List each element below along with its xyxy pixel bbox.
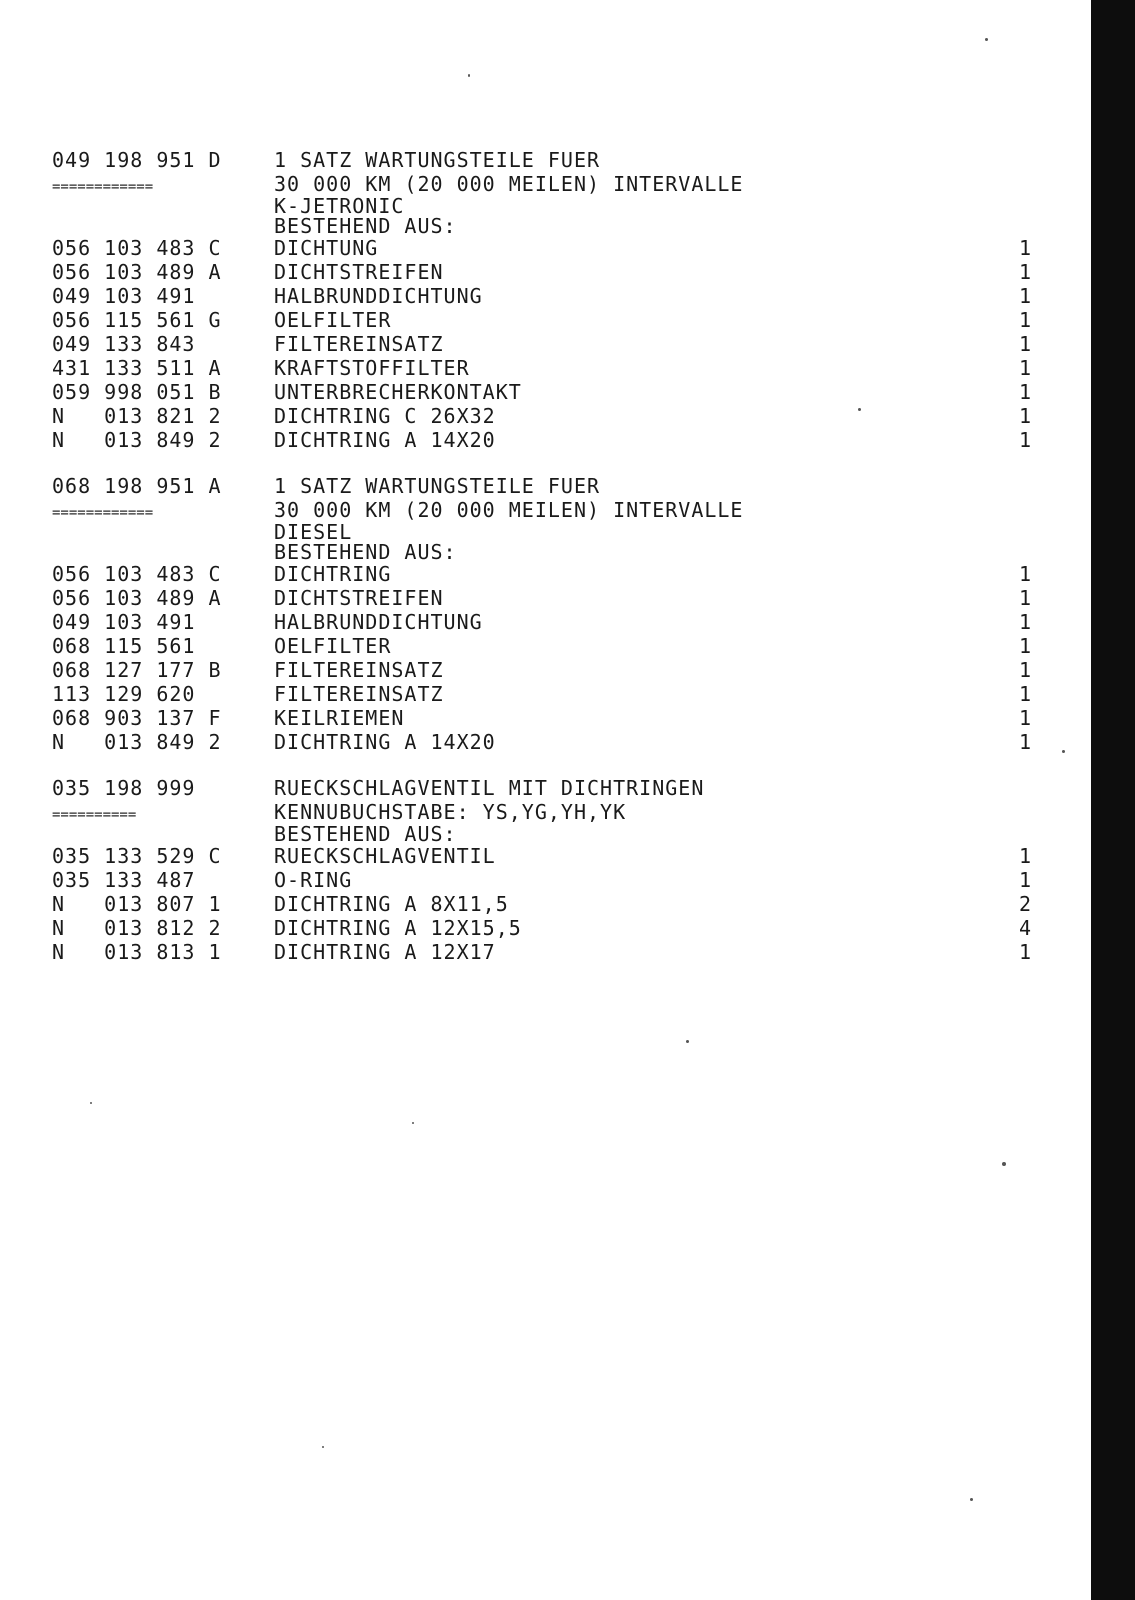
group-subtitle-row bbox=[52, 216, 1032, 236]
table-row bbox=[52, 868, 1032, 892]
table-row bbox=[52, 236, 1032, 260]
table-row bbox=[52, 844, 1032, 868]
item-part-number: 049 103 491 bbox=[52, 610, 196, 634]
group-subtitle: BESTEHEND AUS: bbox=[274, 822, 457, 846]
item-quantity: 1 bbox=[1018, 658, 1032, 682]
item-part-number: N 013 807 1 bbox=[52, 892, 222, 916]
group-title: 1 SATZ WARTUNGSTEILE FUER bbox=[274, 474, 601, 498]
item-description: DICHTSTREIFEN bbox=[274, 260, 444, 284]
table-row bbox=[52, 916, 1032, 940]
item-quantity: 1 bbox=[1018, 308, 1032, 332]
group-rule: ========== bbox=[52, 807, 137, 823]
scan-speck bbox=[985, 38, 988, 41]
scan-speck bbox=[412, 1122, 414, 1124]
item-description: FILTEREINSATZ bbox=[274, 682, 444, 706]
item-part-number: N 013 849 2 bbox=[52, 428, 222, 452]
group-subtitle-row bbox=[52, 522, 1032, 542]
group-subtitle: BESTEHEND AUS: bbox=[274, 214, 457, 238]
item-quantity: 1 bbox=[1018, 868, 1032, 892]
table-row bbox=[52, 428, 1032, 452]
scan-speck bbox=[468, 74, 470, 77]
group-subtitle: 30 000 KM (20 000 MEILEN) INTERVALLE bbox=[274, 498, 744, 522]
item-description: DICHTRING A 14X20 bbox=[274, 730, 496, 754]
item-part-number: 035 133 487 bbox=[52, 868, 196, 892]
scan-edge-bar bbox=[1091, 0, 1135, 1600]
item-part-number: 049 133 843 bbox=[52, 332, 196, 356]
group-subtitle-row bbox=[52, 196, 1032, 216]
table-row bbox=[52, 634, 1032, 658]
group-header-row bbox=[52, 474, 1032, 498]
item-part-number: 049 103 491 bbox=[52, 284, 196, 308]
item-part-number: 431 133 511 A bbox=[52, 356, 222, 380]
item-part-number: 056 103 489 A bbox=[52, 260, 222, 284]
item-part-number: N 013 812 2 bbox=[52, 916, 222, 940]
table-row bbox=[52, 356, 1032, 380]
table-row bbox=[52, 284, 1032, 308]
table-row bbox=[52, 682, 1032, 706]
parts-list bbox=[52, 148, 1032, 986]
parts-group bbox=[52, 776, 1032, 964]
scan-speck bbox=[1002, 1162, 1006, 1166]
group-subtitle: DIESEL bbox=[274, 520, 353, 544]
item-description: HALBRUNDDICHTUNG bbox=[274, 284, 483, 308]
item-quantity: 1 bbox=[1018, 682, 1032, 706]
item-part-number: 056 103 489 A bbox=[52, 586, 222, 610]
item-description: HALBRUNDDICHTUNG bbox=[274, 610, 483, 634]
item-description: DICHTUNG bbox=[274, 236, 379, 260]
item-quantity: 1 bbox=[1018, 706, 1032, 730]
item-description: RUECKSCHLAGVENTIL bbox=[274, 844, 496, 868]
item-description: OELFILTER bbox=[274, 308, 392, 332]
item-part-number: 113 129 620 bbox=[52, 682, 196, 706]
table-row bbox=[52, 706, 1032, 730]
item-description: DICHTRING A 12X17 bbox=[274, 940, 496, 964]
item-part-number: 056 103 483 C bbox=[52, 562, 222, 586]
group-subtitle: 30 000 KM (20 000 MEILEN) INTERVALLE bbox=[274, 172, 744, 196]
item-part-number: 059 998 051 B bbox=[52, 380, 222, 404]
item-description: OELFILTER bbox=[274, 634, 392, 658]
item-quantity: 1 bbox=[1018, 332, 1032, 356]
group-header-row bbox=[52, 776, 1032, 800]
table-row bbox=[52, 380, 1032, 404]
item-quantity: 1 bbox=[1018, 428, 1032, 452]
item-description: DICHTRING A 8X11,5 bbox=[274, 892, 509, 916]
item-quantity: 1 bbox=[1018, 562, 1032, 586]
item-quantity: 1 bbox=[1018, 610, 1032, 634]
scan-speck bbox=[686, 1040, 689, 1043]
item-quantity: 1 bbox=[1018, 634, 1032, 658]
group-subtitle: K-JETRONIC bbox=[274, 194, 405, 218]
group-part-number: 068 198 951 A bbox=[52, 474, 222, 498]
item-part-number: 068 127 177 B bbox=[52, 658, 222, 682]
group-subtitle-row bbox=[52, 542, 1032, 562]
item-description: DICHTRING C 26X32 bbox=[274, 404, 496, 428]
group-subtitle-row bbox=[52, 800, 1032, 824]
item-quantity: 1 bbox=[1018, 356, 1032, 380]
table-row bbox=[52, 308, 1032, 332]
group-rule: ============ bbox=[52, 505, 154, 521]
item-quantity: 1 bbox=[1018, 284, 1032, 308]
item-part-number: N 013 821 2 bbox=[52, 404, 222, 428]
item-quantity: 1 bbox=[1018, 844, 1032, 868]
item-description: DICHTRING A 14X20 bbox=[274, 428, 496, 452]
table-row bbox=[52, 260, 1032, 284]
table-row bbox=[52, 940, 1032, 964]
table-row bbox=[52, 404, 1032, 428]
table-row bbox=[52, 892, 1032, 916]
table-row bbox=[52, 730, 1032, 754]
item-part-number: 056 103 483 C bbox=[52, 236, 222, 260]
item-description: UNTERBRECHERKONTAKT bbox=[274, 380, 522, 404]
item-description: O-RING bbox=[274, 868, 353, 892]
item-quantity: 1 bbox=[1018, 404, 1032, 428]
group-subtitle-row bbox=[52, 498, 1032, 522]
item-description: DICHTRING A 12X15,5 bbox=[274, 916, 522, 940]
group-subtitle-row bbox=[52, 172, 1032, 196]
group-subtitle: BESTEHEND AUS: bbox=[274, 540, 457, 564]
item-description: DICHTSTREIFEN bbox=[274, 586, 444, 610]
group-rule: ============ bbox=[52, 179, 154, 195]
item-description: FILTEREINSATZ bbox=[274, 658, 444, 682]
item-quantity: 1 bbox=[1018, 586, 1032, 610]
parts-group bbox=[52, 148, 1032, 452]
group-part-number: 035 198 999 bbox=[52, 776, 196, 800]
table-row bbox=[52, 562, 1032, 586]
group-subtitle: KENNUBUCHSTABE: YS,YG,YH,YK bbox=[274, 800, 627, 824]
scan-speck bbox=[90, 1102, 92, 1104]
table-row bbox=[52, 658, 1032, 682]
item-quantity: 1 bbox=[1018, 380, 1032, 404]
item-quantity: 2 bbox=[1018, 892, 1032, 916]
item-description: KRAFTSTOFFILTER bbox=[274, 356, 470, 380]
item-part-number: 035 133 529 C bbox=[52, 844, 222, 868]
group-header-row bbox=[52, 148, 1032, 172]
item-part-number: N 013 813 1 bbox=[52, 940, 222, 964]
item-quantity: 1 bbox=[1018, 236, 1032, 260]
item-part-number: 068 903 137 F bbox=[52, 706, 222, 730]
scan-speck bbox=[858, 408, 861, 411]
item-part-number: 068 115 561 bbox=[52, 634, 196, 658]
item-description: DICHTRING bbox=[274, 562, 392, 586]
item-quantity: 1 bbox=[1018, 730, 1032, 754]
item-quantity: 1 bbox=[1018, 940, 1032, 964]
scan-speck bbox=[1062, 750, 1065, 753]
item-part-number: 056 115 561 G bbox=[52, 308, 222, 332]
item-description: KEILRIEMEN bbox=[274, 706, 405, 730]
table-row bbox=[52, 586, 1032, 610]
item-description: FILTEREINSATZ bbox=[274, 332, 444, 356]
group-part-number: 049 198 951 D bbox=[52, 148, 222, 172]
scan-speck bbox=[322, 1446, 324, 1448]
item-quantity: 4 bbox=[1018, 916, 1032, 940]
parts-group bbox=[52, 474, 1032, 754]
table-row bbox=[52, 610, 1032, 634]
group-subtitle-row bbox=[52, 824, 1032, 844]
table-row bbox=[52, 332, 1032, 356]
scan-speck bbox=[970, 1498, 973, 1501]
item-quantity: 1 bbox=[1018, 260, 1032, 284]
item-part-number: N 013 849 2 bbox=[52, 730, 222, 754]
group-title: RUECKSCHLAGVENTIL MIT DICHTRINGEN bbox=[274, 776, 705, 800]
group-title: 1 SATZ WARTUNGSTEILE FUER bbox=[274, 148, 601, 172]
